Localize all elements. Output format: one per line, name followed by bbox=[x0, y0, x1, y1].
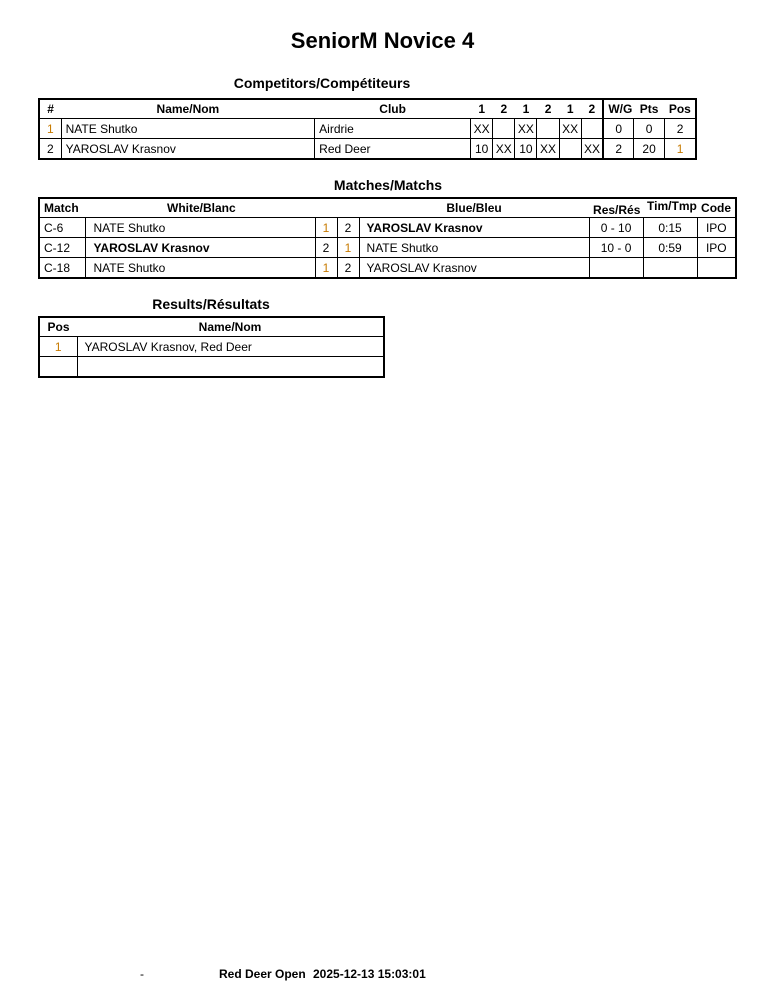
competitor-name: YAROSLAV Krasnov bbox=[61, 139, 315, 160]
col-round-1: 1 bbox=[478, 102, 485, 116]
match-result: 0 - 10 bbox=[589, 218, 643, 238]
matches-table bbox=[38, 197, 737, 279]
white-number: 1 bbox=[315, 218, 337, 238]
wins-cell: 2 bbox=[603, 139, 633, 160]
blue-number: 1 bbox=[337, 238, 359, 258]
match-id: C-18 bbox=[39, 258, 85, 279]
table-row bbox=[39, 139, 696, 160]
col-pts: Pts bbox=[639, 102, 659, 116]
result-position: 1 bbox=[39, 337, 77, 357]
footer-datetime: 2025-12-13 15:03:01 bbox=[313, 967, 426, 981]
round-cell: XX bbox=[581, 139, 603, 160]
round-cell: XX bbox=[471, 119, 493, 139]
col-time: Tim/Tmp bbox=[647, 199, 697, 213]
match-id: C-6 bbox=[39, 218, 85, 238]
results-header-row bbox=[39, 317, 384, 337]
match-time: 0:15 bbox=[643, 218, 697, 238]
col-wg: W/G bbox=[603, 99, 633, 119]
wins-cell: 0 bbox=[603, 119, 633, 139]
round-cell: XX bbox=[559, 119, 581, 139]
col-round-4: 2 bbox=[544, 102, 552, 116]
match-id: C-12 bbox=[39, 238, 85, 258]
col-name: Name/Nom bbox=[156, 102, 220, 116]
round-cell: 10 bbox=[515, 139, 537, 160]
match-code: IPO bbox=[697, 218, 736, 238]
table-row bbox=[39, 119, 696, 139]
match-code: IPO bbox=[697, 238, 736, 258]
results-table bbox=[38, 316, 385, 378]
match-result: 10 - 0 bbox=[589, 238, 643, 258]
round-cell bbox=[559, 139, 581, 160]
match-result bbox=[589, 258, 643, 279]
competitor-club: Red Deer bbox=[315, 139, 471, 160]
competitor-number: 2 bbox=[39, 139, 61, 160]
page-title: SeniorM Novice 4 bbox=[290, 28, 475, 53]
white-competitor: NATE Shutko bbox=[85, 218, 315, 238]
match-code bbox=[697, 258, 736, 279]
white-number: 2 bbox=[315, 238, 337, 258]
table-row bbox=[39, 357, 384, 378]
col-match: Match bbox=[44, 201, 79, 215]
col-round-2: 2 bbox=[500, 102, 508, 116]
table-row bbox=[39, 337, 384, 357]
col-result: Res/Rés bbox=[593, 203, 641, 217]
competitor-club: Airdrie bbox=[315, 119, 471, 139]
blue-competitor: YAROSLAV Krasnov bbox=[359, 258, 589, 279]
position-cell: 1 bbox=[665, 139, 696, 160]
matches-heading: Matches/Matchs bbox=[333, 177, 443, 193]
result-name bbox=[77, 357, 384, 378]
table-row bbox=[39, 218, 736, 238]
round-cell: XX bbox=[537, 139, 559, 160]
competitor-number: 1 bbox=[39, 119, 61, 139]
col-club: Club bbox=[379, 102, 406, 116]
table-row bbox=[39, 238, 736, 258]
footer-event: Red Deer Open bbox=[219, 967, 306, 981]
match-time bbox=[643, 258, 697, 279]
col-round-6: 2 bbox=[588, 102, 596, 116]
round-cell: XX bbox=[515, 119, 537, 139]
blue-number: 2 bbox=[337, 258, 359, 279]
white-competitor: NATE Shutko bbox=[85, 258, 315, 279]
points-cell: 20 bbox=[634, 139, 665, 160]
competitors-table bbox=[38, 98, 697, 160]
col-blue: Blue/Bleu bbox=[446, 201, 502, 215]
round-cell bbox=[537, 119, 559, 139]
blue-competitor: NATE Shutko bbox=[359, 238, 589, 258]
col-pos: Pos bbox=[47, 320, 70, 334]
footer-dash: - bbox=[140, 967, 144, 981]
col-num: # bbox=[47, 102, 54, 116]
blue-number: 2 bbox=[337, 218, 359, 238]
result-position bbox=[39, 357, 77, 378]
blue-competitor: YAROSLAV Krasnov bbox=[359, 218, 589, 238]
table-row bbox=[39, 258, 736, 279]
match-time: 0:59 bbox=[643, 238, 697, 258]
round-cell: 10 bbox=[471, 139, 493, 160]
col-white: White/Blanc bbox=[167, 201, 236, 215]
round-cell bbox=[581, 119, 603, 139]
competitors-header-row bbox=[39, 99, 696, 119]
col-round-3: 1 bbox=[522, 102, 530, 116]
white-number: 1 bbox=[315, 258, 337, 279]
col-round-5: 1 bbox=[566, 102, 574, 116]
round-cell bbox=[493, 119, 515, 139]
round-cell: XX bbox=[493, 139, 515, 160]
col-pos: Pos bbox=[668, 102, 691, 116]
col-code: Code bbox=[701, 201, 732, 215]
matches-header-row bbox=[39, 198, 736, 218]
competitors-heading: Competitors/Compétiteurs bbox=[233, 75, 411, 91]
position-cell: 2 bbox=[665, 119, 696, 139]
white-competitor: YAROSLAV Krasnov bbox=[85, 238, 315, 258]
results-heading: Results/Résultats bbox=[152, 296, 270, 312]
result-name: YAROSLAV Krasnov, Red Deer bbox=[77, 337, 384, 357]
competitor-name: NATE Shutko bbox=[61, 119, 315, 139]
col-name: Name/Nom bbox=[198, 320, 262, 334]
points-cell: 0 bbox=[634, 119, 665, 139]
